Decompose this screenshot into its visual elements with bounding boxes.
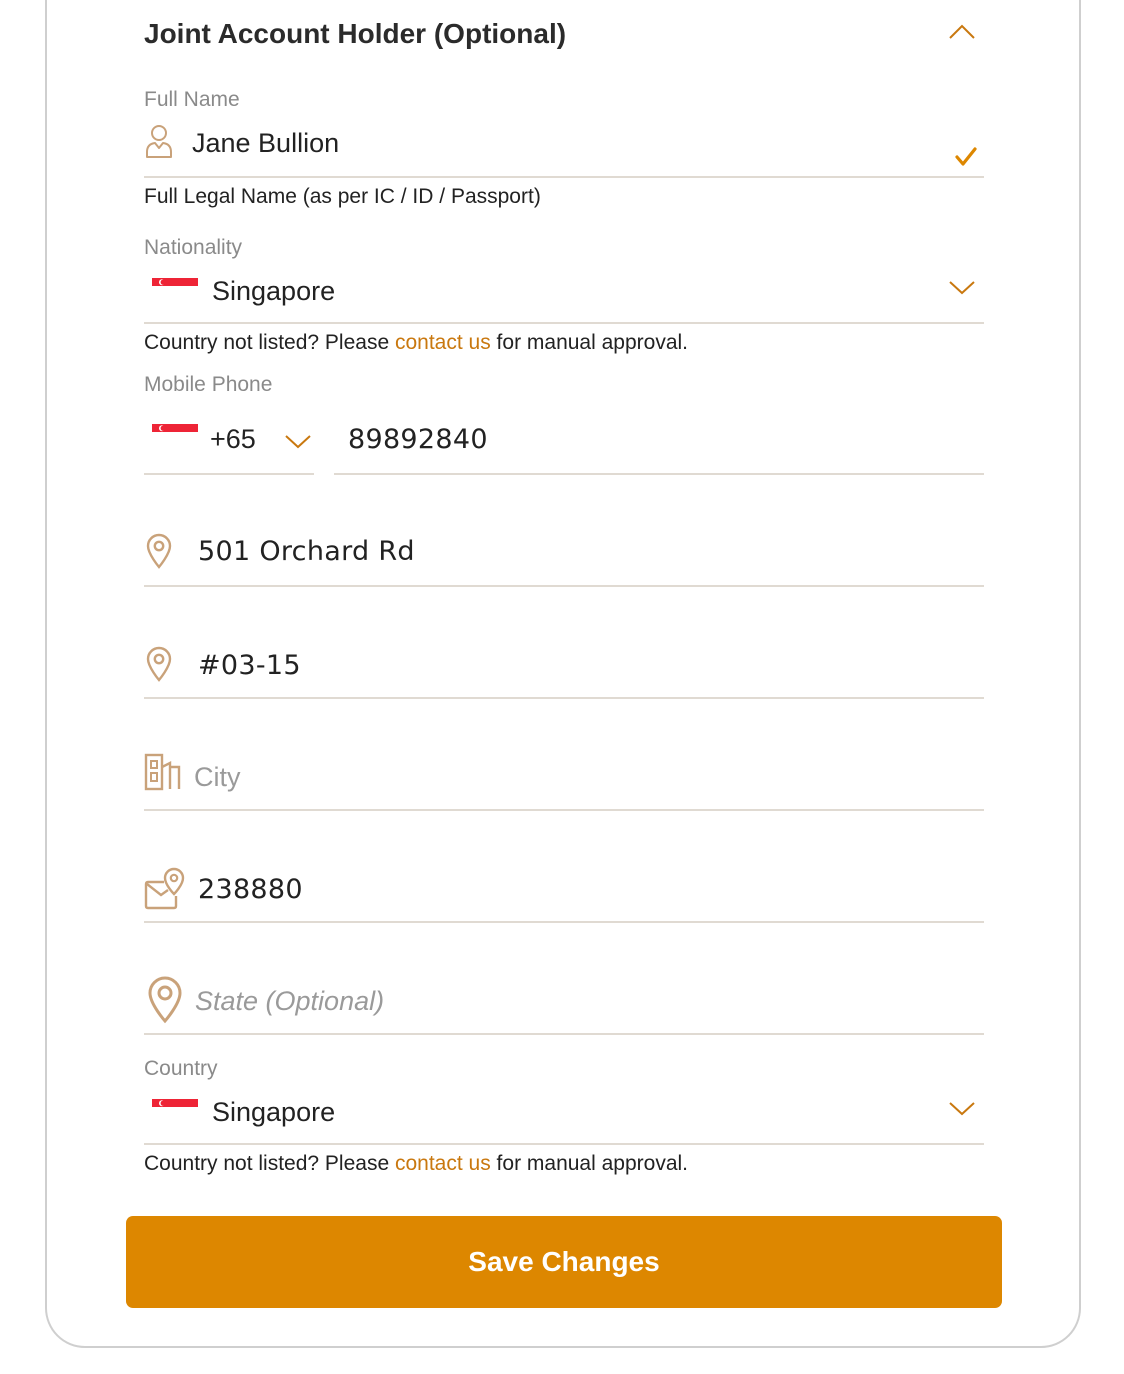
nationality-select[interactable]: [144, 262, 984, 322]
dial-code-value: +65: [210, 424, 256, 454]
mobile-phone-label: Mobile Phone: [144, 373, 273, 396]
dial-code-underline: [144, 473, 314, 475]
contact-us-link[interactable]: contact us: [394, 331, 491, 354]
chevron-down-icon: [948, 278, 976, 296]
city-underline: [144, 809, 984, 811]
country-hint-suffix: for manual approval.: [490, 1152, 688, 1175]
city-input[interactable]: City: [194, 762, 241, 792]
save-changes-button[interactable]: Save Changes: [126, 1216, 1002, 1308]
country-underline: [144, 1143, 984, 1145]
checkmark-icon: [954, 146, 978, 173]
mail-location-icon: [144, 866, 186, 915]
state-underline: [144, 1033, 984, 1035]
singapore-flag-icon: [152, 424, 198, 440]
state-input[interactable]: State (Optional): [195, 986, 385, 1016]
nationality-hint: [144, 331, 688, 355]
country-select[interactable]: [144, 1083, 984, 1143]
user-icon: [144, 124, 176, 165]
buildings-icon: [144, 753, 182, 798]
chevron-down-icon: [948, 1099, 976, 1117]
mobile-number-underline: [334, 473, 984, 475]
map-pin-icon: [146, 976, 184, 1029]
address-line2-input[interactable]: #03-15: [198, 650, 301, 681]
country-hint-prefix: Country not listed? Please: [144, 1152, 395, 1175]
country-label: Country: [144, 1057, 218, 1080]
map-pin-icon: [145, 533, 173, 574]
chevron-up-icon: [946, 20, 978, 44]
full-name-label: Full Name: [144, 88, 240, 111]
nationality-underline: [144, 322, 984, 324]
nationality-label: Nationality: [144, 236, 243, 259]
singapore-flag-icon: [152, 1099, 198, 1115]
mobile-number-input[interactable]: 89892840: [348, 424, 488, 455]
nationality-value: Singapore: [212, 276, 336, 306]
dial-code-select[interactable]: [144, 412, 314, 472]
address-line1-underline: [144, 585, 984, 587]
address-line2-underline: [144, 697, 984, 699]
section-title: Joint Account Holder (Optional): [144, 18, 567, 49]
full-name-input[interactable]: Jane Bullion: [192, 128, 340, 158]
map-pin-icon: [145, 646, 173, 687]
postal-code-input[interactable]: 238880: [198, 874, 303, 905]
nationality-hint-suffix: for manual approval.: [490, 331, 688, 354]
contact-us-link[interactable]: contact us: [394, 1152, 491, 1175]
singapore-flag-icon: [152, 278, 198, 294]
full-name-underline: [144, 176, 984, 178]
country-value: Singapore: [212, 1097, 336, 1127]
country-hint: [144, 1152, 688, 1176]
full-name-helper: Full Legal Name (as per IC / ID / Passport): [144, 185, 541, 208]
nationality-hint-prefix: Country not listed? Please: [144, 331, 395, 354]
chevron-down-icon: [284, 432, 312, 450]
address-line1-input[interactable]: 501 Orchard Rd: [198, 536, 415, 567]
collapse-section-button[interactable]: [946, 20, 978, 44]
postal-code-underline: [144, 921, 984, 923]
